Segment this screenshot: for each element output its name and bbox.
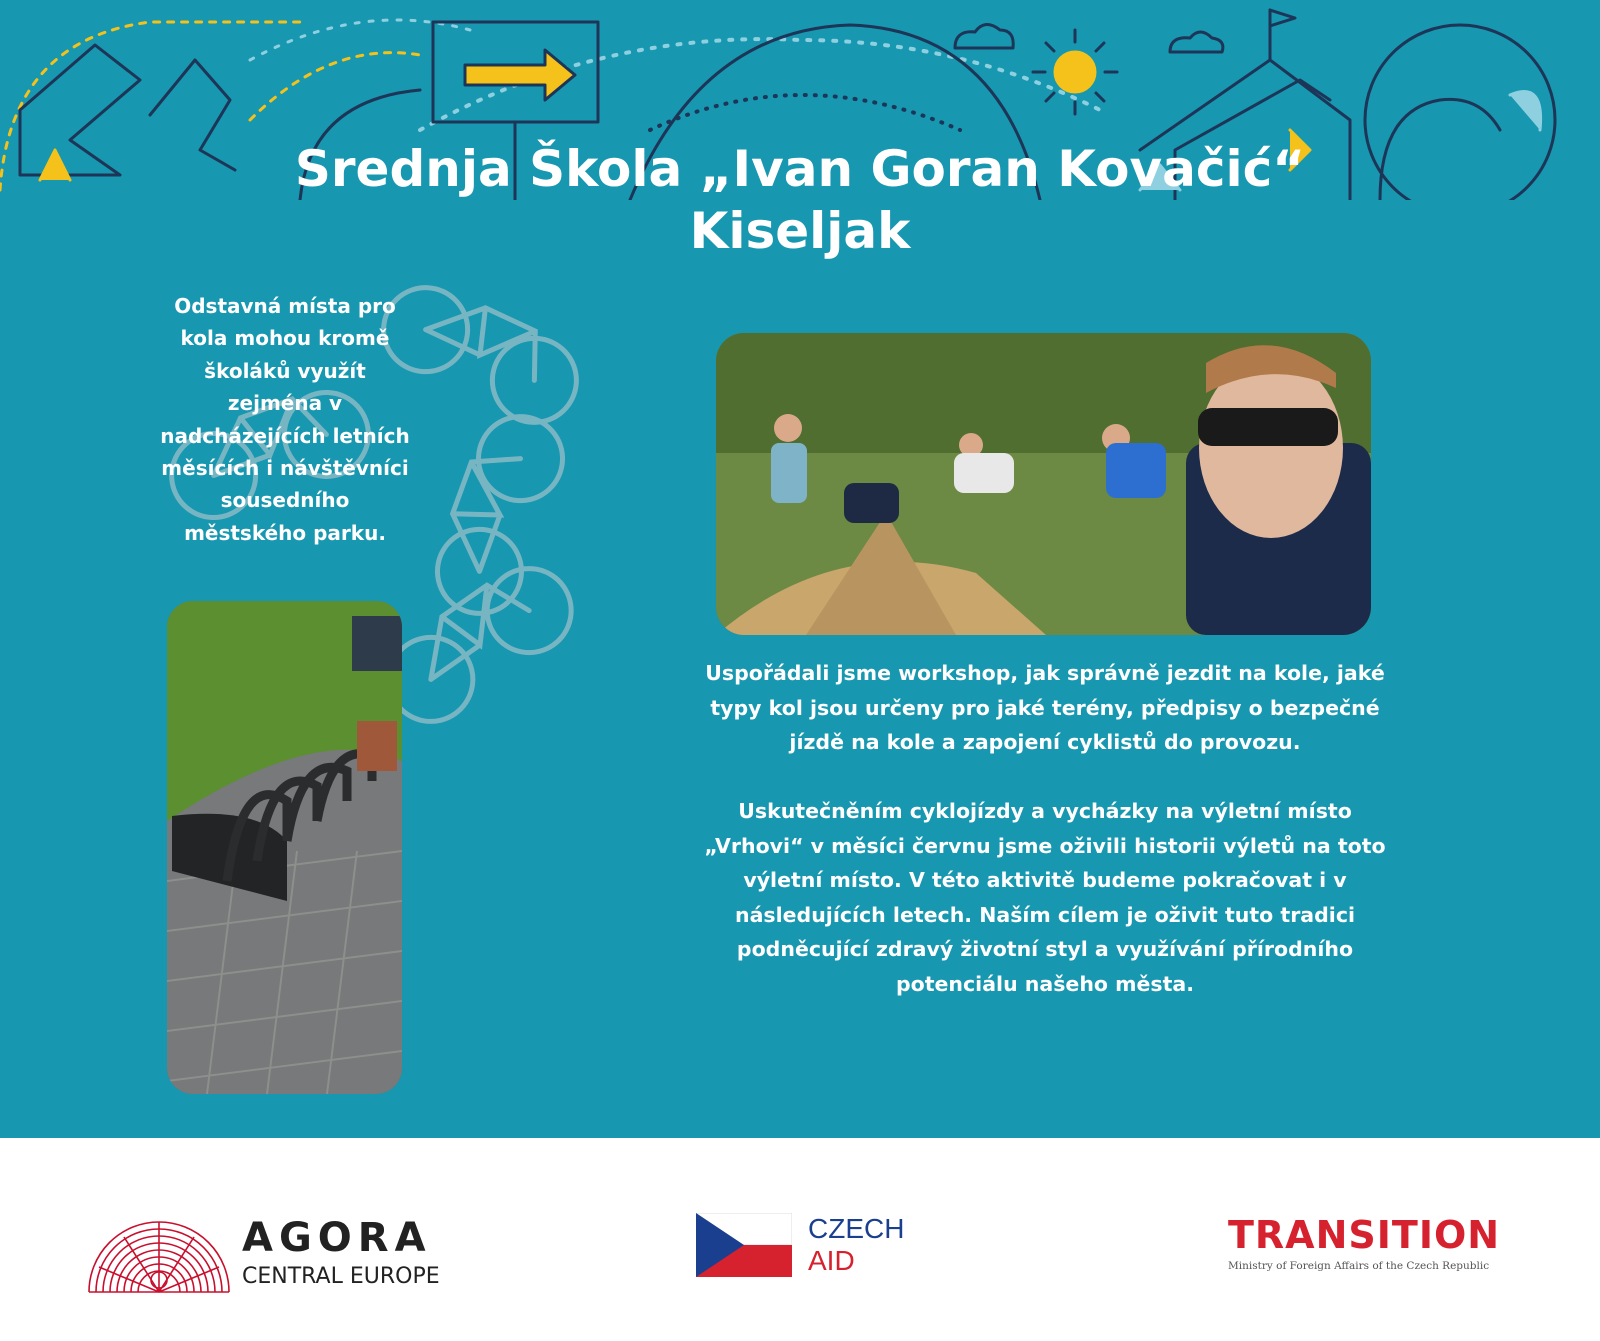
page-title [160, 138, 1440, 262]
czech-aid-logo [696, 1213, 916, 1283]
bicycle-rack-photo [167, 601, 402, 1094]
agora-logo [84, 1192, 464, 1302]
agora-amphitheatre-mark [84, 1192, 234, 1302]
paragraph-workshop: Uspořádali jsme workshop, jak správně jezdit na kole, jaké typy kol jsou určeny pro jaké terény, předpisy o bezpečné jízdě na kole a zapojení cyklistů do provozu. [705, 661, 1385, 754]
cyclists-group-photo [716, 333, 1371, 635]
sponsor-footer [0, 1138, 1600, 1341]
bicycle-icon [371, 550, 588, 725]
paragraph-trip: Uskutečněním cyklojízdy a vycházky na výletní místo „Vrhovi“ v měsíci červnu jsme oživili historii výletů na toto výletní místo. V této aktivitě budeme pokračovat i v následujících letech. Naším cílem je oživit tuto tradici podněcující zdravý životní styl a využívání přírodního potenciálu našeho města. [704, 799, 1386, 996]
cloud-icon [1170, 32, 1223, 52]
workshop-description [700, 656, 1390, 1001]
sun-icon [1033, 30, 1117, 114]
czech-aid-line1: CZECH [808, 1213, 905, 1244]
czech-aid-line2: AID [808, 1245, 855, 1276]
cloud-icon [955, 24, 1013, 48]
agora-subtitle: CENTRAL EUROPE [242, 1264, 440, 1289]
agora-name: AGORA [242, 1215, 432, 1261]
transition-name: TRANSITION [1228, 1213, 1501, 1257]
title-line-2: Kiseljak [689, 202, 911, 260]
title-line-1: Srednja Škola „Ivan Goran Kovačić“ [294, 140, 1306, 198]
transition-logo [1228, 1213, 1501, 1284]
bike-rack-description: Odstavná místa pro kola mohou kromě školáků využít zejména v nadcházejících letních měsících i návštěvníci sousedního městského parku. [160, 294, 410, 545]
transition-subtitle: Ministry of Foreign Affairs of the Czech Republic [1228, 1260, 1490, 1272]
czech-flag-icon [696, 1213, 792, 1277]
